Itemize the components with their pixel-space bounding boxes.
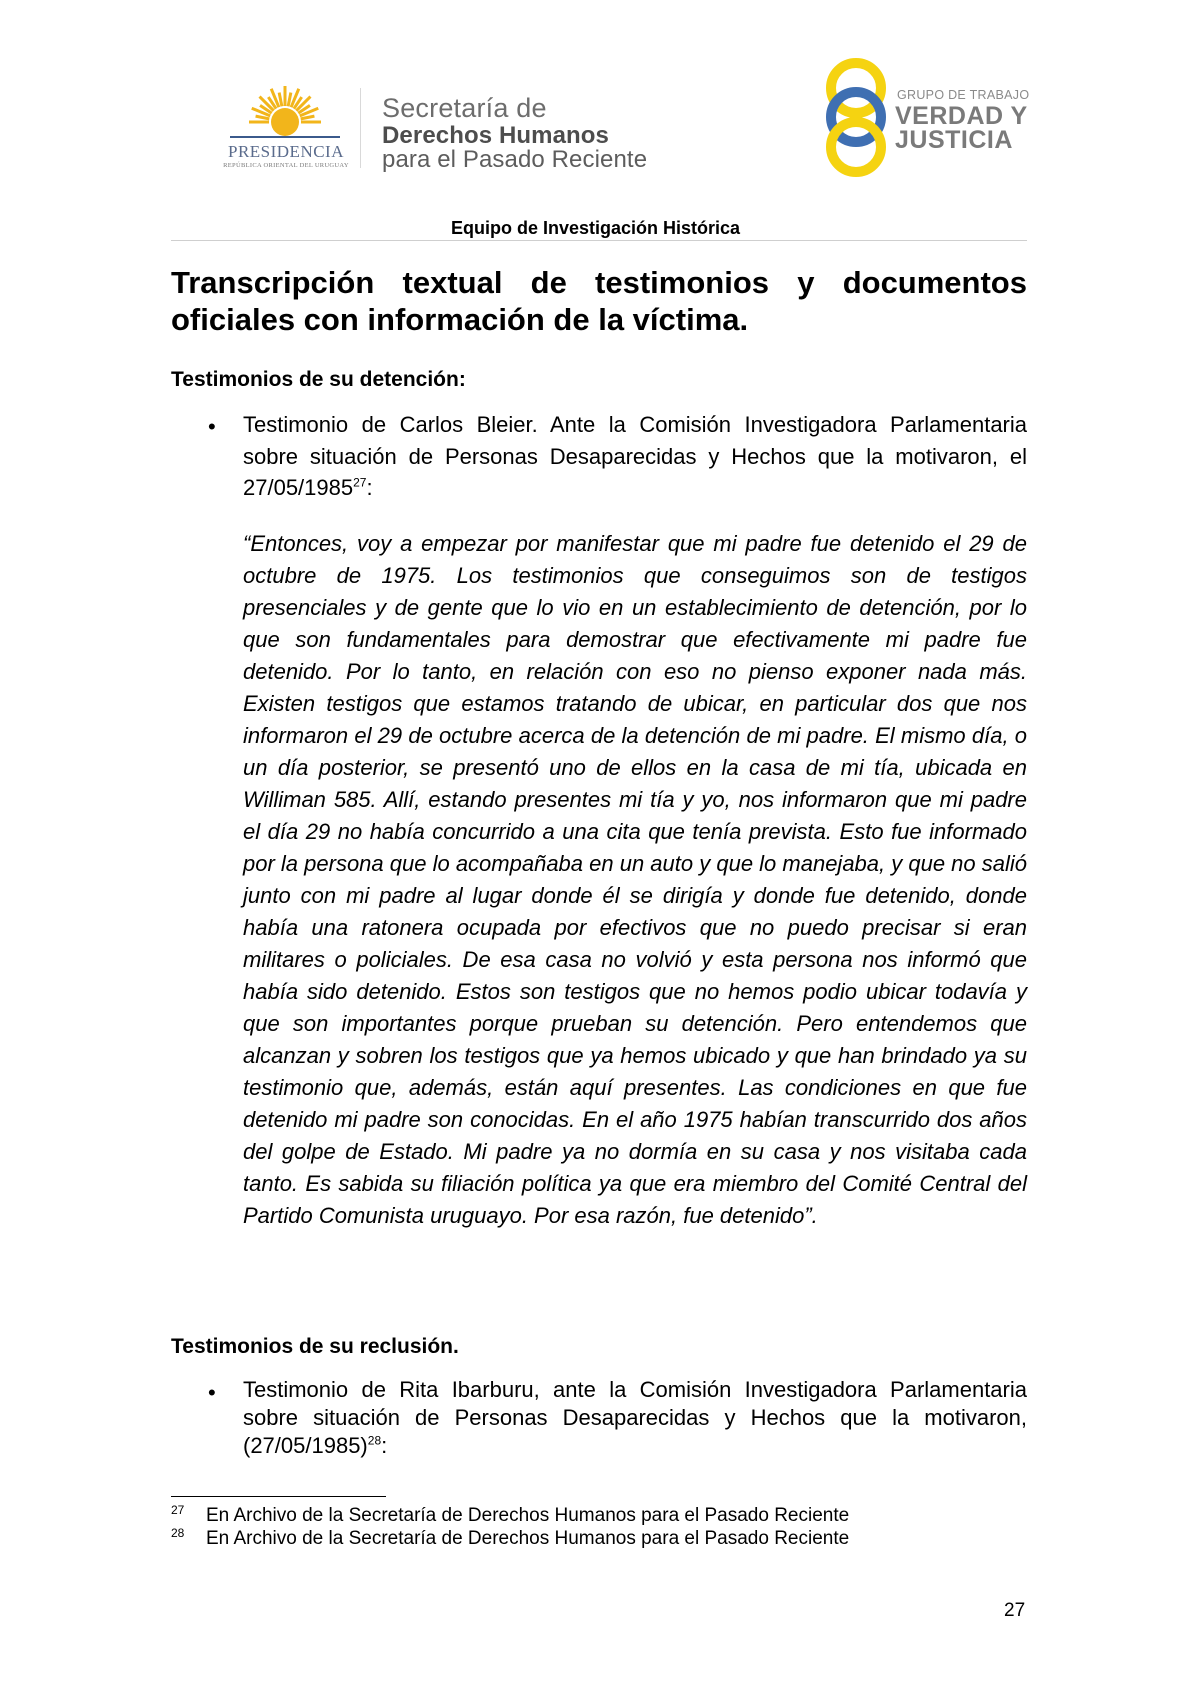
header-divider xyxy=(360,88,361,168)
footnote-number: 27 xyxy=(171,1503,185,1517)
document-title: Transcripción textual de testimonios y documentos oficiales con información de la víctima. xyxy=(171,265,1027,337)
vyj-subtitle: GRUPO DE TRABAJO xyxy=(897,88,1030,102)
sun-ray xyxy=(301,116,315,119)
team-header: Equipo de Investigación Histórica xyxy=(450,218,741,238)
bullet-marker: • xyxy=(208,414,216,439)
intro-text: Testimonio de Carlos Bleier. Ante la Comisión Investigadora Parlamentaria sobre situación de Personas Desaparecidas y Hechos que la motivaron, el 27/05/1985 xyxy=(243,412,1027,500)
secretaria-line-3: para el Pasado Reciente xyxy=(382,146,648,173)
bullet-marker: • xyxy=(208,1380,216,1405)
footnote-number: 28 xyxy=(171,1526,185,1540)
testimony-intro-ibarburu xyxy=(243,1376,1027,1460)
section-heading-reclusion: Testimonios de su reclusión. xyxy=(171,1335,459,1358)
sun-ray xyxy=(256,116,270,119)
testimony-intro-bleier xyxy=(243,409,1027,504)
header-rule xyxy=(171,240,1027,241)
footnote-ref-27[interactable]: 27 xyxy=(353,475,367,490)
intro-end: : xyxy=(381,1433,388,1458)
secretaria-line-1: Secretaría de xyxy=(382,93,547,123)
sun-ray xyxy=(279,93,282,107)
intro-end: : xyxy=(366,475,373,500)
footnote-ref-28[interactable]: 28 xyxy=(367,1433,382,1448)
footnote-rule xyxy=(171,1496,386,1497)
section-heading-detencion: Testimonios de su detención: xyxy=(171,368,466,391)
sun-ray xyxy=(288,93,291,107)
vyj-title-line-2: JUSTICIA xyxy=(895,126,1013,154)
footnote-text: En Archivo de la Secretaría de Derechos Humanos para el Pasado Reciente xyxy=(206,1528,850,1549)
presidencia-wordmark: PRESIDENCIA xyxy=(227,142,344,161)
testimony-quote-bleier: “Entonces, voy a empezar por manifestar que mi padre fue detenido el 29 de octubre de 1975. Los testimonios que conseguimos son de testigos presenciales y de gente que lo vio en un establecimiento de detención, por lo que son fundamentales para demostrar que efectivamente mi padre fue detenido. Por lo tanto, en relación con eso no pienso exponer nada más. Existen testigos que estamos tratando de ubicar, en particular dos que nos informaron el 29 de octubre acerca de la detención de mi padre. El mismo día, o un día posterior, se presentó uno de ellos en la casa de mi tía, ubicada en Williman 585. Allí, estando presentes mi tía y yo, nos informaron que mi padre el día 29 no había concurrido a una cita que tenía prevista. Esto fue informado por la persona que lo acompañaba en un auto y que lo manejaba, y que no salió junto con mi padre al lugar donde él se dirigía y donde fue detenido, donde había una ratonera ocupada por efectivos que no puedo precisar si eran militares o policiales. De esa casa no volvió y esta persona nos informó que había sido detenido. Estos son testigos que no hemos podio ubicar todavía y que son importantes porque prueban su detención. Pero entendemos que alcanzan y sobren los testigos que ya hemos ubicado y que han brindado ya su testimonio que, además, están aquí presentes. Las condiciones en que fue detenido mi padre son conocidas. En el año 1975 habían transcurrido dos años del golpe de Estado. Mi padre ya no dormía en su casa y nos visitaba cada tanto. Es sabida su filiación política ya que era miembro del Comité Central del Partido Comunista uruguayo. Por esa razón, fue detenido”. xyxy=(243,531,1028,1228)
intro-text: Testimonio de Rita Ibarburu, ante la Comisión Investigadora Parlamentaria sobre situación de Personas Desaparecidas y Hechos que la motivaron, (27/05/1985) xyxy=(243,1377,1027,1458)
secretaria-line-2: Derechos Humanos xyxy=(382,122,609,149)
page-number: 27 xyxy=(1004,1600,1026,1621)
vyj-title-line-1: VERDAD Y xyxy=(895,102,1028,130)
footnote-text: En Archivo de la Secretaría de Derechos Humanos para el Pasado Reciente xyxy=(206,1505,850,1526)
presidencia-subtitle: REPÚBLICA ORIENTAL DEL URUGUAY xyxy=(223,162,349,169)
